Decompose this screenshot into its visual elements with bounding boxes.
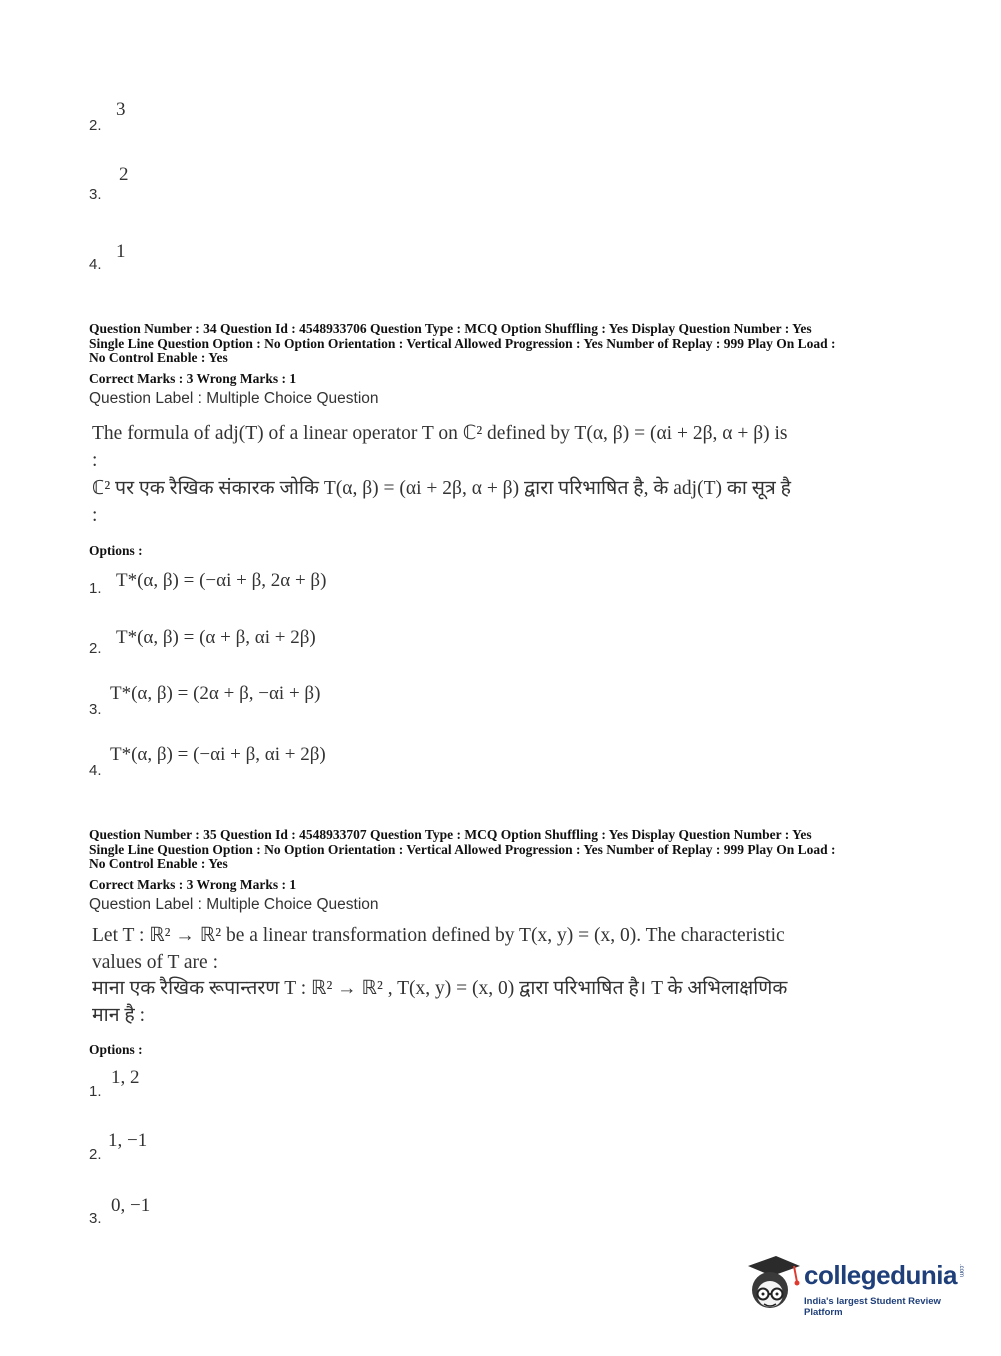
option-number: 1.: [89, 580, 102, 597]
option-value: T*(α, β) = (−αi + β, αi + 2β): [110, 744, 326, 765]
marks-info: Correct Marks : 3 Wrong Marks : 1: [89, 877, 297, 892]
question-metadata: [89, 828, 919, 872]
option-number: 2.: [89, 640, 102, 657]
option-value: 1: [116, 241, 126, 262]
options-label: Options :: [89, 1042, 143, 1057]
option-value: T*(α, β) = (α + β, αi + 2β): [116, 627, 316, 648]
question-metadata: [89, 322, 919, 366]
metadata-line: No Control Enable : Yes: [89, 350, 228, 365]
question-text-english: Let T : ℝ² → ℝ² be a linear transformation defined by T(x, y) = (x, 0). The characteristic values of T are :: [92, 925, 785, 973]
mascot-icon: [742, 1252, 802, 1314]
metadata-line: Question Number : 34 Question Id : 4548933706 Question Type : MCQ Option Shuffling : Yes Display Question Number : Yes: [89, 321, 812, 336]
metadata-line: Single Line Question Option : No Option Orientation : Vertical Allowed Progression : Yes Number of Replay : 999 Play On Load :: [89, 841, 836, 857]
option-value: T*(α, β) = (2α + β, −αi + β): [110, 683, 321, 704]
logo-tagline: India's largest Student Review Platform: [804, 1296, 941, 1318]
option-number: 4.: [89, 256, 102, 273]
question-text-hindi: ℂ² पर एक रैखिक संकारक जोकि T(α, β) = (αi + 2β, α + β) द्वारा परिभाषित है, के adj(T) का सूत्र है :: [92, 478, 791, 526]
option-number: 3.: [89, 701, 102, 718]
option-number: 3.: [89, 186, 102, 203]
question-label: Question Label : Multiple Choice Question: [89, 896, 379, 913]
metadata-line: Single Line Question Option : No Option Orientation : Vertical Allowed Progression : Yes Number of Replay : 999 Play On Load :: [89, 335, 836, 351]
option-number: 4.: [89, 762, 102, 779]
collegedunia-logo: [742, 1250, 972, 1320]
option-value: 2: [119, 164, 129, 185]
metadata-line: No Control Enable : Yes: [89, 856, 228, 871]
option-number: 2.: [89, 1146, 102, 1163]
option-value: 3: [116, 99, 126, 120]
logo-wordmark: collegedunia: [804, 1260, 957, 1290]
metadata-line: Question Number : 35 Question Id : 4548933707 Question Type : MCQ Option Shuffling : Yes Display Question Number : Yes: [89, 827, 812, 842]
logo-domain-suffix: .com: [958, 1264, 964, 1278]
marks-info: Correct Marks : 3 Wrong Marks : 1: [89, 371, 297, 386]
options-label: Options :: [89, 543, 143, 558]
option-number: 3.: [89, 1210, 102, 1227]
option-value: 1, −1: [108, 1130, 148, 1151]
option-number: 1.: [89, 1083, 102, 1100]
option-value: 1, 2: [111, 1067, 140, 1088]
option-number: 2.: [89, 117, 102, 134]
question-text-english: The formula of adj(T) of a linear operator T on ℂ² defined by T(α, β) = (αi + 2β, α + β) is :: [92, 423, 788, 471]
option-value: T*(α, β) = (−αi + β, 2α + β): [116, 570, 327, 591]
question-text-hindi: माना एक रैखिक रूपान्तरण T : ℝ² → ℝ² , T(x, y) = (x, 0) द्वारा परिभाषित है। T के अभिलाक्षणिक मान है :: [92, 978, 788, 1026]
option-value: 0, −1: [111, 1195, 151, 1216]
question-label: Question Label : Multiple Choice Question: [89, 390, 379, 407]
